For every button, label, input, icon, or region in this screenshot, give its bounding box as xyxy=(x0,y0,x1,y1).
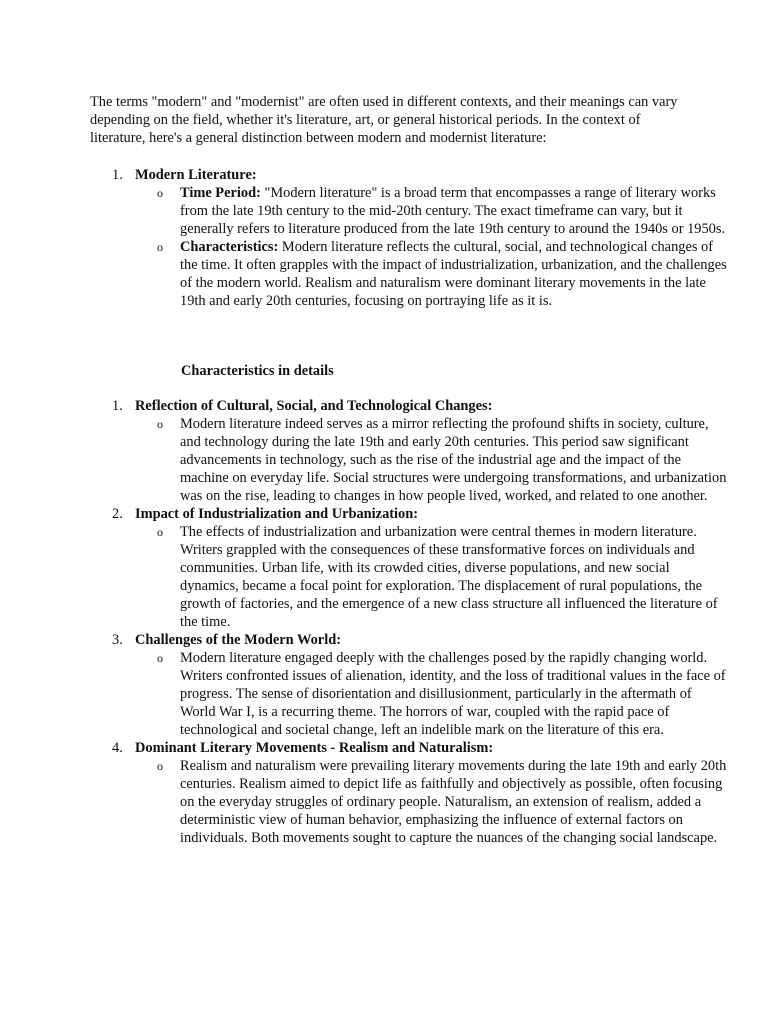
bullet-icon: o xyxy=(157,651,163,665)
list-number: 2. xyxy=(112,506,123,522)
details-heading: Characteristics in details xyxy=(181,363,334,379)
list-number: 1. xyxy=(112,398,123,414)
sub-list xyxy=(135,649,726,739)
modern-literature-list xyxy=(90,166,727,310)
sub-item xyxy=(135,523,730,631)
sub-item-body xyxy=(180,184,730,238)
sub-item xyxy=(135,415,730,505)
bullet-icon: o xyxy=(157,417,163,431)
section-heading: Impact of Industrialization and Urbanization: xyxy=(135,506,419,522)
sub-item-label: Characteristics: xyxy=(180,239,279,255)
sub-item-text: Modern literature reflects the cultural, social, and technological changes of the time. It often grapples with the impact of industrialization, urbanization, and the challenges of the modern world. Realism and naturalism were dominant literary movements in the late 19th and early 20th centuries, focusing on portraying life as it is. xyxy=(180,239,727,309)
intro-paragraph: The terms "modern" and "modernist" are often used in different contexts, and their meanings can vary depending on the field, whether it's literature, art, or general historical periods. In the context of literature, here's a general distinction between modern and modernist literature: xyxy=(90,94,678,146)
sub-list xyxy=(135,757,727,847)
sub-list xyxy=(135,415,727,505)
list-item-industrialization xyxy=(90,505,718,631)
bullet-icon: o xyxy=(157,525,163,539)
bullet-icon: o xyxy=(157,186,163,200)
list-item-reflection xyxy=(90,397,727,505)
list-item-challenges xyxy=(90,631,726,739)
list-item-movements xyxy=(90,739,727,847)
section-heading: Challenges of the Modern World: xyxy=(135,632,341,648)
sub-item-text: Realism and naturalism were prevailing literary movements during the late 19th and early 20th centuries. Realism aimed to depict life as faithfully and objectively as possible, often focusing on the everyday struggles of ordinary people. Naturalism, an extension of realism, added a deterministic view of human behavior, emphasizing the influence of external factors on individuals. Both movements sought to capture the nuances of the changing social landscape. xyxy=(180,758,727,846)
list-number: 4. xyxy=(112,740,123,756)
section-heading: Modern Literature: xyxy=(135,167,257,183)
sub-list xyxy=(135,184,727,310)
sub-item-text: Modern literature indeed serves as a mirror reflecting the profound shifts in society, culture, and technology during the late 19th and early 20th centuries. This period saw significant advancements in technology, such as the rise of the industrial age and the impact of the machine on everyday life. Social structures were undergoing transformations, and urbanization was on the rise, leading to changes in how people lived, worked, and related to one another. xyxy=(180,416,727,504)
list-item-modern-literature xyxy=(90,166,727,310)
sub-item xyxy=(135,757,730,847)
sub-item-time-period xyxy=(135,184,730,238)
sub-item-label: Time Period: xyxy=(180,185,261,201)
sub-list xyxy=(135,523,718,631)
list-number: 1. xyxy=(112,167,123,183)
bullet-icon: o xyxy=(157,240,163,254)
sub-item-text: Modern literature engaged deeply with the challenges posed by the rapidly changing world. Writers confronted issues of alienation, identity, and the loss of traditional values in the face of progress. The sense of disorientation and disillusionment, particularly in the aftermath of World War I, is a recurring theme. The horrors of war, coupled with the rapid pace of technological and societal change, left an indelible mark on the literature of this era. xyxy=(180,650,726,738)
bullet-icon: o xyxy=(157,759,163,773)
sub-item-characteristics xyxy=(135,238,730,310)
section-heading: Dominant Literary Movements - Realism and Naturalism: xyxy=(135,740,494,756)
section-heading: Reflection of Cultural, Social, and Technological Changes: xyxy=(135,398,493,414)
sub-item-text: "Modern literature" is a broad term that encompasses a range of literary works from the late 19th century to the mid-20th century. The exact timeframe can vary, but it generally refers to literature produced from the late 19th century to around the 1940s or 1950s. xyxy=(180,185,726,237)
sub-item-body xyxy=(180,238,730,310)
characteristics-details-list xyxy=(90,397,727,847)
list-number: 3. xyxy=(112,632,123,648)
sub-item-text: The effects of industrialization and urbanization were central themes in modern literature. Writers grappled with the consequences of these transformative forces on individuals and communities. Urban life, with its crowded cities, diverse populations, and new social dynamics, became a focal point for exploration. The displacement of rural populations, the growth of factories, and the emergence of a new class structure all influenced the literature of the time. xyxy=(180,524,718,630)
sub-item xyxy=(135,649,730,739)
